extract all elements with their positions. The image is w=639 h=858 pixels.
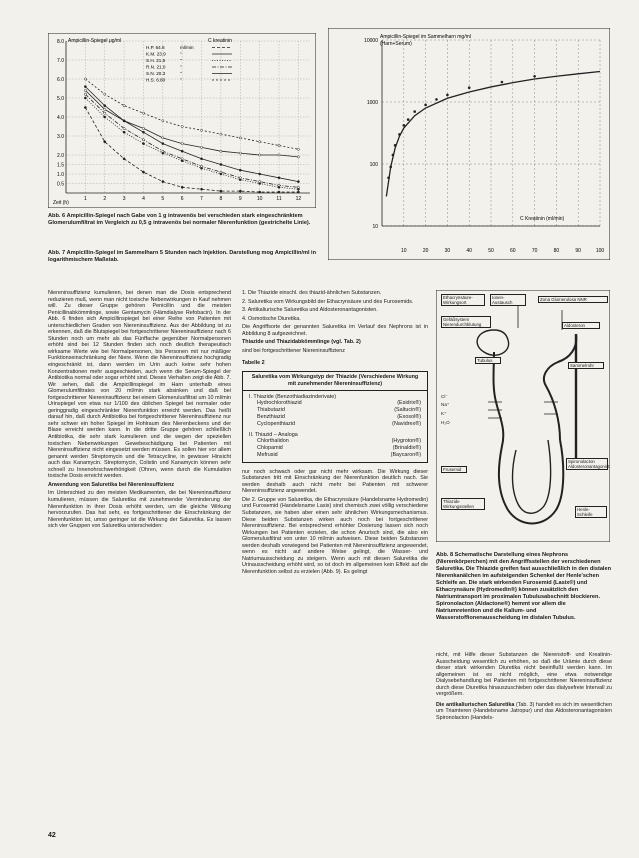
- y-tick-label: 2.0: [57, 152, 64, 159]
- table-row: Mefrusid (Baycaron®): [257, 451, 421, 458]
- legend-unit: ": [180, 58, 182, 63]
- diagram-label: Gefäßsystem Nierendurchblutung: [441, 316, 491, 328]
- diagram-label: Zona Glomerulosa NNR: [538, 296, 608, 303]
- data-point: [123, 127, 125, 129]
- data-point: [259, 141, 261, 143]
- data-point: [394, 144, 397, 147]
- table-row: Thiabutazid (Saltucin®): [257, 407, 421, 414]
- data-point: [297, 148, 299, 150]
- data-point: [104, 93, 106, 95]
- data-point: [104, 116, 106, 118]
- data-point: [278, 191, 280, 193]
- data-point: [407, 118, 410, 121]
- x-tick-label: 100: [595, 248, 605, 254]
- x-tick-label: 8: [219, 196, 223, 202]
- x-tick-label: 6: [180, 196, 184, 202]
- data-point: [259, 181, 261, 183]
- x-tick-label: 10: [256, 196, 263, 202]
- caption-label: Abb. 7: [48, 250, 66, 256]
- text-column-2: [242, 290, 428, 577]
- data-point: [181, 143, 183, 145]
- data-point: [142, 143, 144, 145]
- data-point: [220, 163, 222, 165]
- series-line: [85, 94, 298, 187]
- table-group-heading: II. Thiazid – Analoga: [249, 431, 298, 438]
- list-item: 2. Saluretika vom Wirkungsbild der Ethacrynsäure und des Furosemids.: [242, 298, 414, 305]
- data-point: [446, 94, 449, 97]
- data-point: [181, 125, 183, 127]
- paragraph: nur noch schwach oder gar nicht mehr wirksam. Die Wirkung dieser Substanzen tritt mit Einschränkung der Nierenfunktion deutlich nach. Sie werden deshalb auch nicht mehr bei Patienten mit schwerer Niereninsuffizienz angewendet.: [242, 468, 428, 495]
- figure-7-ylabel: Ampicillin-Spiegel im Sammelharn mg/ml: [380, 34, 471, 40]
- y-tick-label: 3.0: [57, 133, 64, 140]
- table-row: Chlopamid (Brinaldix®): [257, 445, 421, 452]
- figure-8-caption: [436, 552, 612, 622]
- data-point: [259, 191, 261, 193]
- x-tick-label: 40: [466, 248, 472, 254]
- data-point: [162, 150, 164, 152]
- data-point: [84, 89, 86, 91]
- data-point: [297, 191, 299, 193]
- series-line: [85, 79, 298, 149]
- figure-6-caption: [48, 213, 320, 227]
- x-tick-label: 80: [553, 248, 560, 254]
- table-label: Tabelle 2: [242, 360, 265, 367]
- paragraph: Die 2. Gruppe von Saluretika, die Ethacrynsäure (Handelsname Hydromedin) und Furosemid (Handelsname Lasix) sind chemisch zwei völlig verschiedene Substanzen, sie haben aber einen sehr ähnlichen Wirkungsmechanismus. Diese beiden Substanzen wirken auch noch bei fortgeschrittener Niereninsuffizienz. Bei entsprechend erhöhter Dosierung lassen sich noch Wirkungen bei Patienten erzielen, die schon Anurisch sind, die also ein Glomerulusfiltrat von unter 10 ml/min aufweisen. Diese beiden Substanzen werden deshalb vorwiegend bei Patienten mit Niereninsuffizienz angewendet, wenn es nicht auf andere Weise gelingt, die Wasser- und Natriumausscheidung zu steigern. Wenn auch mit diesen Saluretika die Urinausscheidung erhöht wird, so ist doch im allgemeinen kein Effekt auf die Nierenfunktion selbst zu erzielen (Abb. 9). Es gelingt: [242, 496, 428, 575]
- data-point: [239, 177, 241, 179]
- legend-unit: ml/min: [180, 45, 194, 50]
- diagram-ion-label: Na⁺: [441, 402, 450, 407]
- data-point: [297, 186, 299, 188]
- legend-entry: K.M. 23.9: [146, 51, 166, 57]
- series-line: [85, 90, 298, 156]
- x-tick-label: 70: [531, 248, 538, 254]
- paragraph: Die Angriffsorte der genannten Saluretika im Verlauf des Nephrons ist in Abbildung 8 aufgezeichnet.: [242, 324, 428, 337]
- data-point: [123, 120, 125, 122]
- diagram-ion-label: H₂O: [441, 420, 450, 425]
- x-tick-label: 90: [575, 248, 581, 254]
- data-point: [220, 133, 222, 135]
- legend-unit: ": [180, 77, 182, 83]
- x-tick-label: 20: [422, 248, 429, 254]
- data-point: [387, 176, 390, 179]
- table-2: [242, 371, 428, 463]
- data-point: [162, 137, 164, 139]
- data-point: [123, 105, 125, 107]
- x-tick-label: 11: [276, 196, 282, 202]
- list-item: 1. Die Thiazide einschl. des thiazid-ähnlichen Substanzen.: [242, 290, 382, 296]
- data-point: [162, 143, 164, 145]
- x-tick-label: 30: [444, 248, 451, 254]
- diagram-label: Thiazide Wirkungsstellen: [441, 498, 485, 510]
- x-tick-label: 50: [488, 248, 494, 254]
- paragraph: sind bei fortgeschrittener Niereninsuffizienz: [242, 347, 345, 354]
- data-point: [220, 150, 222, 152]
- list-item: 4. Osmotische Diuretika.: [242, 315, 301, 322]
- table-group-heading: I. Thiazide (Benzothiadiazinderivate): [249, 393, 337, 400]
- figure-7-chart: [328, 28, 610, 260]
- table-row: Cyclopenthiazid (Navidrex®): [257, 420, 421, 427]
- figure-6-legend-header: C kreatinin: [208, 38, 232, 44]
- data-point: [200, 146, 202, 148]
- table-row: Hydrochlorothiazid (Esidrix®): [257, 400, 421, 407]
- y-tick-label: 6.0: [57, 76, 64, 83]
- data-point: [84, 78, 86, 80]
- data-point: [123, 158, 125, 160]
- diagram-label: Ethacrynsäure-Wirkungsort: [441, 294, 485, 306]
- data-point: [84, 86, 86, 88]
- data-point: [104, 105, 106, 107]
- data-point: [278, 144, 280, 146]
- paragraph: [436, 702, 612, 722]
- data-point: [220, 190, 222, 192]
- series-line: [85, 108, 298, 193]
- y-tick-label: 1.0: [57, 171, 64, 178]
- caption-label: Abb. 6: [48, 213, 66, 219]
- legend-entry: H.P. 64.8: [146, 45, 165, 50]
- legend-entry: S.N. 20.3: [146, 71, 166, 76]
- data-point: [84, 97, 86, 99]
- data-point: [533, 75, 536, 78]
- data-point: [278, 154, 280, 156]
- paragraph: Niereninsuffizienz kumulieren, bei denen man die Dosis entsprechend reduzieren muß, wenn man nicht toxische Nebenwirkungen in Kauf nehmen will. Zu dieser Gruppe gehören Penicillin und die meisten Penicillinabkömmlinge, sowie Gentamycin (Hämdialyse Refobacin). In der Abb. 6 finden sich Ampicillinspiegel bei einer Reihe von Patienten mit unterschiedlichen Graden von Niereninsuffizienz. Aus der Abbildung ist zu erkennen, daß die Blutspiegel bei fortgeschrittener Niereninsuffizienz nach 6 Stunden noch um mehr als das Fünffache gegenüber Normalpersonen erhöht sind bei 12 Stunden finden sich noch deutlich therapeutisch wirksame Werte wie bei Normalpersonen, bis Personen mit nur mäßiger Funktionseinschränkung der Niere. Wenn die Niereninsuffizienz hochgradig eingeschränkt ist, dann werden im Urin auch keine sehr hohen Konzentrationen mehr ausgeschieden, auch wenn die Serum-Spiegel der Antibiotika normal oder sogar erhöht sind. Dieses Verhalten zeigt die Abb. 7. Wir sehen, daß die Ampicillinspiegel im Harn unterhalb eines Glomerulumfiltrates von 20 ml/min stark absinken und daß bei fortgeschrittener Niereninsuffizienz bei einem Glomerulusfiltrat um 10 ml/min Urinspiegel von etwa nur 1/100 des üblichen Spiegel bei normaler oder geringgradig eingeschränkter Nierenfunktion erreicht werden. Das heißt darauf hin, daß durch Antibiotika bei fortgeschrittener Niereninsuffizienz nur sehr schwer ein hoher Spiegel im Hohlraum des Nierenbeckens und der Blase erreicht werden kann. In die dritte Gruppe gehören schließlich Antibiotika, die sehr stark kumulieren und die wegen der speziellen toxischen Nebenwirkungen Gewebeschädigung bei Patienten mit Niereninsuffizienz nicht eingesetzt werden müssen. Es sollen hier vor allem genannt werden Streptomycin und die Tetracycline, in gewisser Hinsicht auch das Kanamycin. Streptomycin, Colistin und Kanamycin können sehr schnell zu Innenohrschwerhörigkeit (Ohren, wenn durch die Kumulation toxische Dosis erreicht werden.: [48, 290, 231, 480]
- x-tick-label: 9: [238, 196, 242, 202]
- data-point: [200, 188, 202, 190]
- y-tick-label: 8.0: [57, 38, 64, 45]
- data-point: [142, 139, 144, 141]
- data-point: [392, 154, 395, 157]
- data-point: [278, 177, 280, 179]
- diagram-label: Frusemid: [441, 466, 467, 473]
- diagram-label: Aldosteron: [562, 322, 600, 329]
- x-tick-label: 2: [103, 196, 107, 202]
- data-point: [84, 106, 86, 108]
- figure-6-ylabel: Ampicillin-Spiegel μg/ml: [68, 38, 122, 44]
- diagram-ion-label: K⁺: [441, 411, 447, 416]
- x-tick-label: 5: [161, 196, 165, 202]
- table-row: Chlorthalidon (Hygroton®): [257, 438, 421, 445]
- data-point: [259, 173, 261, 175]
- paragraph: nicht, mit Hilfe dieser Substanzen die Nierenstoff- und Kreatinin-Ausscheidung wesentlich zu erhöhen, so daß die Urämie durch diese dieser stark wirkenden Diuretika nicht beeinflußt werden kann. Im allgemeinen ist es nicht möglich, eine etwa notwendige Dialysebehandlung bei Patienten mit fortgeschrittener Niereninsuffizienz durch diese Diuretika hinauszuschieben oder das dialysefreie Intervall zu vergrößern.: [436, 652, 612, 698]
- data-point: [259, 154, 261, 156]
- y-tick-label: 0.5: [57, 181, 64, 188]
- data-point: [142, 131, 144, 133]
- caption-text: Schematische Darstellung eines Nephrons (Nierenkörperchen) mit den Angriffsstellen der verschiedenen Saluretika. Die Thiazide greifen fast ausschließlich in den distalen Nierenkanälchen im aufsteigenden Schenkel der Henle'schen Schleife an. Die stark wirkenden Furosemid (Lasix®) und Ethacrynsäure (Hydromedin®) können zusätzlich den Natriumtransport im proximalen Tubulusabschnitt blockieren. Spironolacton (Aldactone®) hemmt vor allem die Natriumretention und die Kalium- und Wasserstoffionenausscheidung im distalen Tubulus.: [436, 552, 612, 621]
- data-point: [220, 171, 222, 173]
- data-point: [200, 129, 202, 131]
- table-title: Saluretika vom Wirkungstyp der Thiazide (Verschiedene Wirkung mit zunehmender Niereninsuffizienz): [243, 372, 427, 391]
- figure-7-caption: [48, 250, 320, 264]
- y-tick-label: 1000: [366, 99, 378, 106]
- data-point: [424, 104, 427, 107]
- text-column-3: [436, 652, 612, 723]
- y-tick-label: 4.0: [57, 114, 64, 121]
- paragraph-text: (Tab. 3) handelt es sich im wesentlichen um Triamteren (Handelsname Jatropur) und das Aldosteronantagonisten Spironolacton (Handels-: [436, 701, 612, 721]
- data-point: [142, 127, 144, 129]
- y-tick-label: 7.0: [57, 57, 64, 64]
- y-tick-label: 100: [369, 161, 378, 168]
- data-point: [104, 108, 106, 110]
- regression-curve: [386, 72, 600, 197]
- list-item: 3. Antikaliurische Saluretika und Aldosteronantagonisten.: [242, 307, 378, 314]
- figure-6-xlabel: Zeit (h): [53, 200, 69, 206]
- data-point: [200, 165, 202, 167]
- legend-entry: H.S. 6.80: [146, 77, 166, 83]
- x-tick-label: 4: [142, 196, 145, 202]
- y-tick-label: 10000: [364, 37, 378, 44]
- data-point: [162, 181, 164, 183]
- data-point: [142, 171, 144, 173]
- x-tick-label: 10: [401, 248, 407, 254]
- x-tick-label: 12: [295, 196, 302, 202]
- diagram-label: Tubulus: [475, 357, 501, 364]
- legend-unit: ": [180, 64, 182, 70]
- data-point: [142, 112, 144, 114]
- figure-7-ylabel-2: (Harn+Serum): [380, 41, 412, 47]
- section-heading: Die antikaliurischen Saluretika: [436, 701, 515, 708]
- y-tick-label: 1.5: [57, 162, 64, 169]
- legend-unit: ": [180, 51, 182, 57]
- data-point: [181, 186, 183, 188]
- diagram-label: Sammelrohr: [568, 362, 604, 369]
- legend-unit: ": [180, 71, 182, 76]
- series-line: [85, 87, 298, 182]
- data-point: [104, 141, 106, 143]
- x-tick-label: 60: [510, 248, 516, 254]
- data-point: [435, 98, 438, 101]
- data-point: [239, 169, 241, 171]
- x-tick-label: 7: [200, 196, 203, 202]
- legend-entry: R.N. 21.0: [146, 64, 166, 70]
- x-tick-label: 1: [83, 196, 87, 202]
- diagram-ion-label: Cl⁻: [441, 394, 448, 399]
- section-heading: Thiazide und Thiazidabkömmlinge (vgl. Tab. 2): [242, 339, 361, 346]
- data-point: [84, 93, 86, 95]
- caption-text: Ampicillin-Spiegel nach Gabe von 1 g intravenös bei verschieden stark eingeschränktem Glomerulumfiltrat im Vergleich zu 0,5 g intravenös bei normaler Nierenfunktion (gestrichelte Linie).: [48, 213, 311, 226]
- diagram-label: Ionen-Austausch: [490, 294, 526, 306]
- data-point: [403, 124, 406, 127]
- data-point: [239, 190, 241, 192]
- data-point: [162, 120, 164, 122]
- caption-text: Ampicillin-Spiegel im Sammelharn 5 Stunden nach Injektion. Darstellung mog Ampicillin/ml in logarithmischem Maßstab.: [48, 250, 317, 263]
- table-row: Benzthiazid (Exosol®): [257, 413, 421, 420]
- figure-7-xlabel: C Kreatinin (ml/min): [520, 216, 565, 222]
- data-point: [200, 158, 202, 160]
- data-point: [398, 133, 401, 136]
- caption-label: Abb. 8: [436, 552, 454, 558]
- data-point: [123, 131, 125, 133]
- data-point: [297, 181, 299, 183]
- data-point: [468, 86, 471, 89]
- data-point: [181, 150, 183, 152]
- data-point: [297, 156, 299, 158]
- figure-6-chart: [48, 33, 316, 208]
- x-tick-label: 3: [122, 196, 126, 202]
- paragraph: Im Unterschied zu den meisten Medikamenten, die bei Niereninsuffizienz kumulieren, müssen die Saluretika mit zunehmender Verminderung der Nierenfunktion in ihrer Dosis erhöht werden, um die gleiche Wirkung hervorzurufen. Das hat sehr, es fortgeschrittener die Einschränkung der Nierenfunktion ist, umso geringer ist die Wirkung der Saluretika. Es lassen sich vier Gruppen von Saluretika unterscheiden:: [48, 490, 231, 530]
- y-tick-label: 10: [372, 223, 378, 230]
- data-point: [278, 184, 280, 186]
- legend-entry: S.H. 21.5: [146, 58, 166, 63]
- data-point: [389, 166, 392, 169]
- text-column-1: [48, 290, 231, 532]
- diagram-label: Spironolacton Aldosteronantagonist: [568, 459, 610, 469]
- data-point: [104, 112, 106, 114]
- diagram-label: Henle-Schleife: [575, 506, 607, 518]
- y-tick-label: 5.0: [57, 95, 64, 102]
- section-heading: Anwendung von Saluretika bei Niereninsuffizienz: [48, 481, 175, 488]
- data-point: [239, 152, 241, 154]
- data-point: [239, 137, 241, 139]
- data-point: [181, 158, 183, 160]
- page-number: 42: [48, 832, 56, 839]
- data-point: [501, 81, 504, 84]
- data-point: [413, 110, 416, 113]
